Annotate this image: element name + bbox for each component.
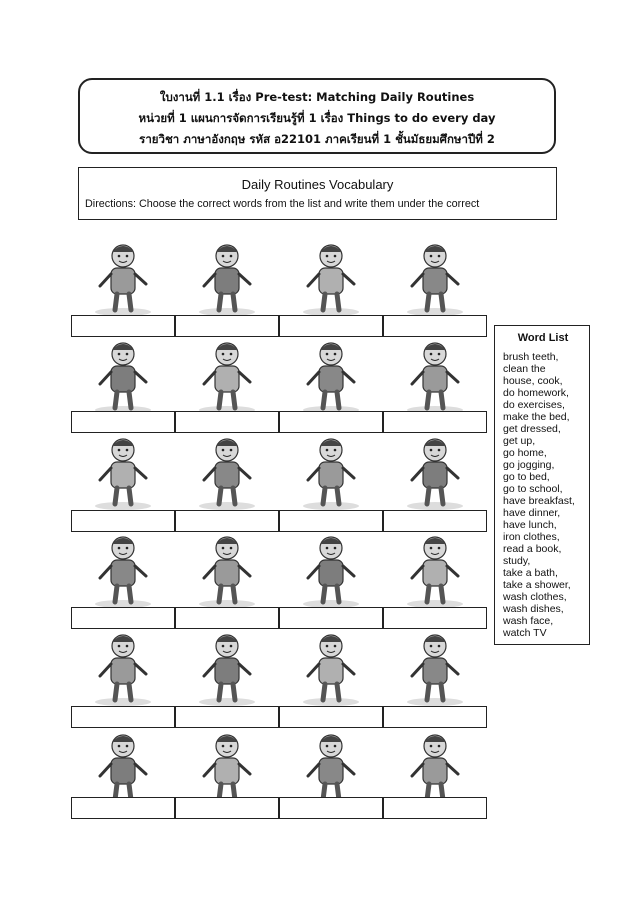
washing-clothes-picture — [394, 530, 476, 610]
going-jogging-picture — [186, 530, 268, 610]
word-list-item: wash clothes, — [503, 591, 567, 603]
word-list-box — [494, 325, 590, 645]
answer-box[interactable] — [279, 315, 383, 337]
word-list-title: Word List — [517, 332, 569, 344]
studying-picture — [82, 432, 164, 512]
word-list-item: house, cook, — [503, 375, 563, 387]
answer-box[interactable] — [71, 411, 175, 433]
word-list-item: do homework, — [503, 387, 569, 399]
word-list-item: wash dishes, — [503, 603, 564, 615]
going-home-picture — [290, 432, 372, 512]
word-list-item: have dinner, — [503, 507, 561, 519]
worksheet-header — [78, 78, 556, 154]
vocabulary-box — [78, 167, 557, 220]
cooking-picture — [186, 628, 268, 708]
having-lunch-picture — [186, 432, 268, 512]
word-list-item: do exercises, — [503, 399, 565, 411]
going-to-bed-picture — [394, 728, 476, 808]
doing-homework-picture — [394, 432, 476, 512]
taking-a-shower-picture — [82, 336, 164, 416]
word-list-item: take a bath, — [503, 567, 558, 579]
answer-box[interactable] — [175, 797, 279, 819]
answer-box[interactable] — [175, 411, 279, 433]
having-breakfast-picture — [290, 336, 372, 416]
word-list-item: iron clothes, — [503, 531, 560, 543]
word-list-item: watch TV — [503, 627, 547, 639]
answer-box[interactable] — [279, 706, 383, 728]
word-list-item: make the bed, — [503, 411, 570, 423]
answer-box[interactable] — [383, 315, 487, 337]
word-list-item: have breakfast, — [503, 495, 575, 507]
word-list-item: go to school, — [503, 483, 563, 495]
answer-box[interactable] — [279, 797, 383, 819]
word-list-item: wash face, — [503, 615, 554, 627]
washing-dishes-picture — [394, 628, 476, 708]
answer-box[interactable] — [279, 510, 383, 532]
header-line-2: หน่วยที่ 1 แผนการจัดการเรียนรู้ที่ 1 เรื่อง Things to do every day — [138, 111, 496, 125]
word-list-item: get dressed, — [503, 423, 561, 435]
answer-box[interactable] — [71, 315, 175, 337]
doing-exercises-picture — [290, 530, 372, 610]
ironing-clothes-picture — [82, 628, 164, 708]
answer-box[interactable] — [175, 706, 279, 728]
word-list-item: go home, — [503, 447, 547, 459]
answer-box[interactable] — [383, 797, 487, 819]
going-to-school-picture — [394, 336, 476, 416]
word-list-item: brush teeth, — [503, 351, 559, 363]
getting-dressed-picture — [186, 336, 268, 416]
word-list-item: take a shower, — [503, 579, 571, 591]
word-list-item: go to bed, — [503, 471, 550, 483]
directions-text: Directions: Choose the correct words from the list and write them under the correct — [85, 198, 480, 210]
answer-box[interactable] — [383, 411, 487, 433]
watching-tv-picture — [82, 728, 164, 808]
answer-box[interactable] — [71, 706, 175, 728]
header-line-3: รายวิชา ภาษาอังกฤษ รหัส อ22101 ภาคเรียนที่ 1 ชั้นมัธยมศึกษาปีที่ 2 — [139, 132, 495, 146]
answer-box[interactable] — [175, 607, 279, 629]
word-list-item: get up, — [503, 435, 536, 447]
making-the-bed-picture — [186, 238, 268, 318]
word-list-item: study, — [503, 555, 531, 567]
answer-box[interactable] — [383, 706, 487, 728]
vocabulary-title: Daily Routines Vocabulary — [241, 177, 394, 192]
answer-box[interactable] — [383, 607, 487, 629]
answer-box[interactable] — [71, 797, 175, 819]
answer-box[interactable] — [383, 510, 487, 532]
waking-up-in-bed-picture — [82, 238, 164, 318]
brushing-teeth-picture — [394, 238, 476, 318]
word-list — [503, 351, 583, 639]
header-line-1: ใบงานที่ 1.1 เรื่อง Pre-test: Matching Daily Routines — [159, 90, 475, 104]
taking-a-bath-picture — [186, 728, 268, 808]
word-list-item: have lunch, — [503, 519, 557, 531]
answer-box[interactable] — [71, 510, 175, 532]
having-dinner-picture — [290, 628, 372, 708]
answer-box[interactable] — [71, 607, 175, 629]
washing-face-picture — [290, 238, 372, 318]
reading-a-book-picture — [290, 728, 372, 808]
answer-box[interactable] — [279, 411, 383, 433]
cleaning-the-house-picture — [82, 530, 164, 610]
answer-box[interactable] — [175, 510, 279, 532]
answer-box[interactable] — [175, 315, 279, 337]
word-list-item: read a book, — [503, 543, 562, 555]
answer-box[interactable] — [279, 607, 383, 629]
word-list-item: go jogging, — [503, 459, 555, 471]
word-list-item: clean the — [503, 363, 546, 375]
